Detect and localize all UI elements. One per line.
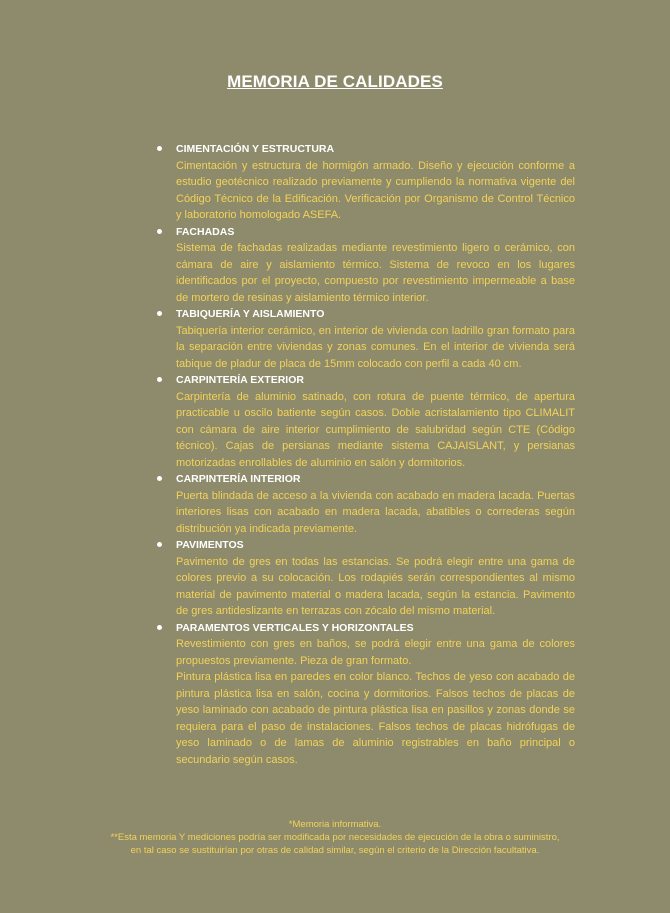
bullet-icon: [157, 229, 162, 234]
section-heading: TABIQUERÍA Y AISLAMIENTO: [176, 308, 325, 320]
section-paragraph: Sistema de fachadas realizadas mediante revestimiento ligero o cerámico, con cámara de aire y aislamiento térmico. Sistema de revoco en los lugares identificados por el proyecto, compuesto por revestimiento impermeable a base de mortero de resinas y aislamiento térmico interior.: [176, 242, 575, 304]
footer-line-disclaimer: **Esta memoria Y mediciones podría ser modificada por necesidades de ejecución de la obra o suministro, en tal caso se sustituirían por otras de calidad similar, según el criterio de la Dirección facultativa.: [110, 832, 560, 856]
bullet-icon: [157, 542, 162, 547]
section-paragraph: Puerta blindada de acceso a la vivienda con acabado en madera lacada. Puertas interiores lisas con acabado en madera lacada, abatibles o correderas según distribución ya indicada previamente.: [176, 489, 575, 535]
footer-note: [105, 818, 565, 857]
section-paragraph: Revestimiento con gres en baños, se podrá elegir entre una gama de colores propuestos previamente. Pieza de gran formato.: [176, 638, 575, 667]
section-paramentos: [157, 620, 575, 769]
section-heading: CIMENTACIÓN Y ESTRUCTURA: [176, 143, 335, 155]
section-carpinteria-interior: [157, 471, 575, 537]
section-carpinteria-exterior: [157, 372, 575, 471]
bullet-icon: [157, 311, 162, 316]
section-paragraph: Tabiquería interior cerámico, en interior de vivienda con ladrillo gran formato para la separación entre viviendas y zonas comunes. En el interior de vivienda será tabique de pladur de placa de 15mm colocado con perfil a cada 40 cm.: [176, 324, 575, 370]
section-heading: PARAMENTOS VERTICALES Y HORIZONTALES: [176, 621, 414, 634]
bullet-icon: [157, 476, 162, 481]
section-heading: CARPINTERÍA EXTERIOR: [176, 374, 304, 386]
bullet-icon: [157, 146, 162, 151]
document-title: MEMORIA DE CALIDADES: [227, 72, 443, 91]
section-heading: CARPINTERÍA INTERIOR: [176, 473, 301, 485]
section-pavimentos: [157, 537, 575, 620]
section-paragraph: Pavimento de gres en todas las estancias. Se podrá elegir entre una gama de colores previo a su colocación. Los rodapiés serán correspondientes al mismo material de pavimento material o madera lacada, según la estancia. Pavimento de gres antideslizante en terrazas con zócalo del mismo material.: [176, 555, 575, 617]
section-heading: PAVIMENTOS: [176, 539, 244, 551]
sections-list: [157, 141, 575, 768]
section-cimentacion: [157, 141, 575, 224]
section-heading: FACHADAS: [176, 225, 235, 238]
section-tabiqueria: [157, 306, 575, 372]
section-paragraph: Carpintería de aluminio satinado, con rotura de puente térmico, de apertura practicable u oscilo batiente según casos. Doble acristalamiento tipo CLIMALIT con cámara de aire interior cumplimiento de salubridad según CTE (Código técnico). Cajas de persianas mediante sistema CAJAISLANT, y persianas motorizadas enrollables de aluminio en salón y dormitorios.: [176, 390, 575, 469]
section-paragraph: Pintura plástica lisa en paredes en color blanco. Techos de yeso con acabado de pintura plástica lisa en salón, cocina y dormitorios. Falsos techos de placas de yeso laminado con acabado de pintura plástica lisa en pasillos y zonas donde se requiera para el paso de instalaciones. Falsos techos de placas hidrófugas de yeso laminado o de lamas de aluminio registrables en baño principal o secundario según casos.: [176, 671, 575, 766]
section-fachadas: [157, 224, 575, 307]
footer-line-informativa: *Memoria informativa.: [288, 819, 382, 830]
bullet-icon: [157, 377, 162, 382]
bullet-icon: [157, 625, 162, 630]
section-paragraph: Cimentación y estructura de hormigón armado. Diseño y ejecución conforme a estudio geotécnico realizado previamente y cumpliendo la normativa vigente del Código Técnico de la Edificación. Verificación por Organismo de Control Técnico y laboratorio homologado ASEFA.: [176, 159, 575, 221]
